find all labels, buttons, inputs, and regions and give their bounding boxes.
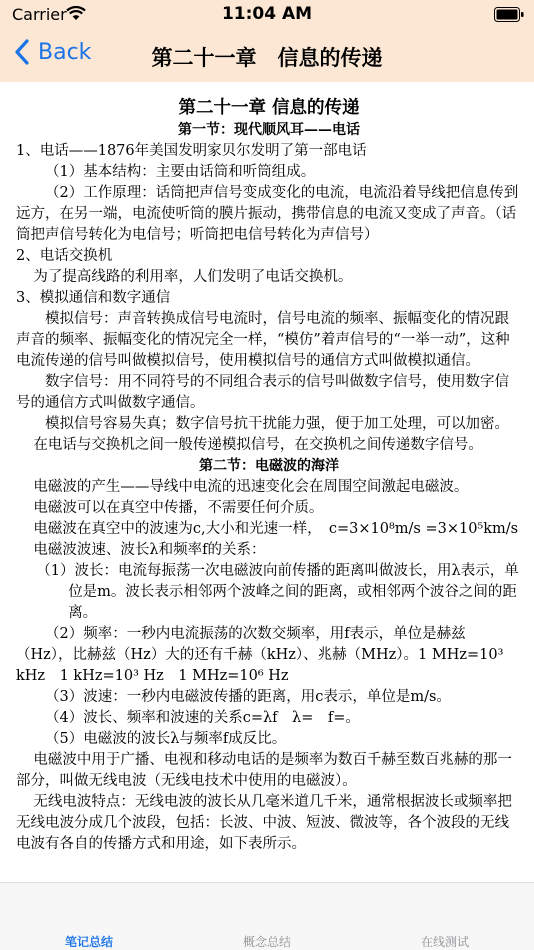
paragraph: （2）频率：一秒内电流振荡的次数交频率，用f表示，单位是赫兹（Hz），比赫兹（Hz）大的还有千赫（kHz）、兆赫（MHz）。1 MHz=10³ kHz 1 kHz=10³ Hz 1 MHz=10⁶ Hz — [16, 626, 504, 684]
carrier-label: Carrier — [12, 5, 67, 24]
tab-label: 笔记总结 — [64, 935, 113, 949]
tab-label: 概念总结 — [242, 935, 291, 949]
paragraph: 电磁波可以在真空中传播，不需要任何介质。 — [33, 500, 324, 516]
navigation-bar — [0, 30, 534, 82]
paragraph: 数字信号：用不同符号的不同组合表示的信号叫做数字信号，使用数字信号的通信方式叫做数字通信。 — [16, 374, 509, 411]
paragraph: 2、电话交换机 — [16, 248, 113, 264]
tab-bar — [0, 882, 534, 950]
paragraph: 在电话与交换机之间一般传递模拟信号，在交换机之间传递数字信号。 — [33, 437, 483, 453]
page-title: 第二十一章 信息的传递 — [151, 46, 383, 70]
back-label: Back — [38, 39, 92, 65]
paragraph: 模拟信号容易失真；数字信号抗干扰能力强，便于加工处理，可以加密。 — [45, 416, 509, 432]
tab-label: 在线测试 — [420, 935, 469, 949]
notes-content[interactable] — [0, 82, 534, 882]
paragraph: （1）基本结构：主要由话筒和听筒组成。 — [45, 164, 316, 180]
tab-notes-summary[interactable] — [0, 883, 178, 950]
paragraph: （5）电磁波的波长λ与频率f成反比。 — [45, 731, 287, 747]
paragraph: 模拟信号：声音转换成信号电流时，信号电流的频率、振幅变化的情况跟声音的频率、振幅变化的情况完全一样，“模仿”着声信号的“一举一动”，这种电流传递的信号叫做模拟信号，使用模拟信号的通信方式叫做模拟通信。 — [16, 311, 510, 369]
document-title: 第二十一章 信息的传递 — [178, 98, 360, 118]
paragraph: （1）波长：电流每振荡一次电磁波向前传播的距离叫做波长，用λ表示，单位是m。波长表示相邻两个波峰之间的距离，或相邻两个波谷之间的距离。 — [36, 563, 519, 621]
section-heading: 第一节：现代顺风耳——电话 — [178, 122, 360, 138]
status-time: 11:04 AM — [221, 4, 313, 24]
paragraph: 无线电波特点：无线电波的波长从几毫米道几千米，通常根据波长或频率把无线电波分成几个波段，包括：长波、中波、短波、微波等，各个波段的无线电波有各自的传播方式和用途，如下表所示。 — [16, 794, 512, 852]
battery-icon — [494, 7, 524, 22]
paragraph: （4）波长、频率和波速的关系c=λf λ= f=。 — [45, 710, 360, 726]
section-heading: 第二节：电磁波的海洋 — [199, 458, 339, 474]
paragraph: （3）波速：一秒内电磁波传播的距离，用c表示，单位是m/s。 — [45, 689, 451, 705]
tab-online-test[interactable] — [356, 883, 534, 950]
paragraph: 电磁波在真空中的波速为c,大小和光速一样， c=3×10⁸m/s =3×10⁵km/s — [33, 521, 519, 537]
paragraph: 3、模拟通信和数字通信 — [16, 290, 171, 306]
paragraph: 电磁波的产生——导线中电流的迅速变化会在周围空间激起电磁波。 — [33, 479, 469, 495]
status-bar — [0, 0, 534, 30]
paragraph: 为了提高线路的利用率，人们发明了电话交换机。 — [33, 269, 353, 285]
paragraph: （2）工作原理：话筒把声信号变成变化的电流，电流沿着导线把信息传到远方，在另一端，电流使听筒的膜片振动，携带信息的电流又变成了声音。（话筒把声信号转化为电信号；听筒把电信号转化为声信号） — [16, 185, 519, 243]
paragraph: 电磁波波速、波长λ和频率f的关系： — [33, 542, 266, 558]
tab-concept-summary[interactable] — [178, 883, 356, 950]
paragraph: 电磁波中用于广播、电视和移动电话的是频率为数百千赫至数百兆赫的那一部分，叫做无线电波（无线电技术中使用的电磁波）。 — [16, 752, 512, 789]
paragraph: 1、电话——1876年美国发明家贝尔发明了第一部电话 — [16, 143, 367, 159]
